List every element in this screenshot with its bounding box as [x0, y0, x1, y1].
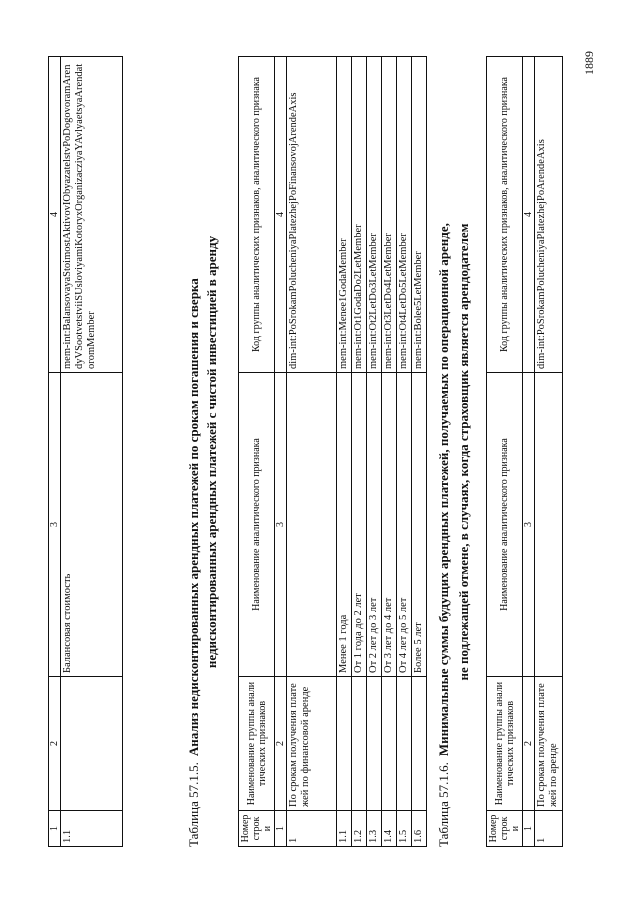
title-line1: Анализ недисконтированных арендных платежей по срокам погашения и сверка: [186, 278, 201, 757]
row-number: 1: [535, 811, 563, 847]
col-number: 3: [275, 373, 287, 677]
col-number: 4: [275, 57, 287, 373]
group-name: [367, 677, 382, 811]
row-number: 1.6: [412, 811, 427, 847]
header-attr-name: Наименование аналитического признака: [487, 373, 523, 677]
table-row: [61, 57, 123, 847]
col-number: 2: [275, 677, 287, 811]
attr-name: От 2 лет до 3 лет: [367, 373, 382, 677]
row-number: 1.5: [397, 811, 412, 847]
header-row: [487, 57, 523, 847]
row-number: 1.4: [382, 811, 397, 847]
attr-name: От 3 лет до 4 лет: [382, 373, 397, 677]
col-number: 3: [49, 373, 61, 677]
group-name: [61, 677, 123, 811]
table-label: Таблица 57.1.5.: [186, 762, 201, 847]
col-number: 3: [523, 373, 535, 677]
col-number: 4: [523, 57, 535, 373]
table-row: [412, 57, 427, 847]
attr-name: Более 5 лет: [412, 373, 427, 677]
col-number: 4: [49, 57, 61, 373]
attr-name: От 1 года до 2 лет: [352, 373, 367, 677]
table-row: [287, 57, 337, 847]
column-numbers-row: [523, 57, 535, 847]
attr-name: Балансовая стоимость: [61, 373, 123, 677]
table-row: [352, 57, 367, 847]
column-numbers-row: [275, 57, 287, 847]
table-row: [535, 57, 563, 847]
attr-name: [287, 373, 337, 677]
table-label: Таблица 57.1.6.: [436, 762, 451, 847]
col-number: 1: [523, 811, 535, 847]
table-row: [397, 57, 412, 847]
header-row-number: Номер строки: [487, 811, 523, 847]
table-row: [337, 57, 352, 847]
header-row: [239, 57, 275, 847]
attr-code: mem-int:Ot4LetDo5LetMember: [397, 57, 412, 373]
col-number: 2: [523, 677, 535, 811]
group-name: По срокам получения платежей по финансовой аренде: [287, 677, 337, 811]
title-line1: Минимальные суммы будущих арендных платежей, получаемых по операционной аренде,: [436, 223, 451, 757]
table-row: [382, 57, 397, 847]
attr-code: mem-int:BalansovayaStoimostAktivovIObyazatelstvPoDogovoramArendyVSootvetstviiSUsloviyamiKotoryxOrganizacziyaYAvlyaetsyaArendatoromMember: [61, 57, 123, 373]
col-number: 2: [49, 677, 61, 811]
row-number: 1.1: [61, 811, 123, 847]
page-number: 1889: [582, 51, 596, 75]
table-top: [48, 56, 123, 847]
attr-code: mem-int:Bolee5LetMember: [412, 57, 427, 373]
attr-code: dim-int:PoSrokamPolucheniyaPlatezhejPoArendeAxis: [535, 57, 563, 373]
table-row: [367, 57, 382, 847]
title-line2: не подлежащей отмене, в случаях, когда страховщик является арендодателем: [456, 223, 471, 681]
row-number: 1.3: [367, 811, 382, 847]
attr-name: От 4 лет до 5 лет: [397, 373, 412, 677]
attr-code: mem-int:Menee1GodaMember: [337, 57, 352, 373]
column-numbers-row: [49, 57, 61, 847]
header-code: Код группы аналитических признаков, аналитического признака: [239, 57, 275, 373]
row-number: 1.1: [337, 811, 352, 847]
attr-name: [535, 373, 563, 677]
group-name: По срокам получения платежей по аренде: [535, 677, 563, 811]
header-code: Код группы аналитических признаков, аналитического признака: [487, 57, 523, 373]
table-57-1-5-title-line2: [204, 57, 220, 847]
group-name: [337, 677, 352, 811]
header-group-name: Наименование группы аналитических признаков: [239, 677, 275, 811]
table-57-1-5: [238, 56, 427, 847]
table-57-1-6-title: [436, 57, 452, 847]
attr-name: Менее 1 года: [337, 373, 352, 677]
group-name: [382, 677, 397, 811]
group-name: [412, 677, 427, 811]
attr-code: mem-int:Ot1GodaDo2LetMember: [352, 57, 367, 373]
group-name: [397, 677, 412, 811]
header-attr-name: Наименование аналитического признака: [239, 373, 275, 677]
row-number: 1.2: [352, 811, 367, 847]
attr-code: mem-int:Ot3LetDo4LetMember: [382, 57, 397, 373]
attr-code: dim-int:PoSrokamPolucheniyaPlatezhejPoFinansovojArendeAxis: [287, 57, 337, 373]
group-name: [352, 677, 367, 811]
table-57-1-6-title-line2: [456, 57, 472, 847]
table-57-1-5-title: [186, 57, 202, 847]
header-row-number: Номер строки: [239, 811, 275, 847]
row-number: 1: [287, 811, 337, 847]
col-number: 1: [49, 811, 61, 847]
header-group-name: Наименование группы аналитических признаков: [487, 677, 523, 811]
title-line2: недисконтированных арендных платежей с чистой инвестицией в аренду: [204, 235, 219, 669]
table-57-1-6: [486, 56, 563, 847]
attr-code: mem-int:Ot2LetDo3LetMember: [367, 57, 382, 373]
col-number: 1: [275, 811, 287, 847]
